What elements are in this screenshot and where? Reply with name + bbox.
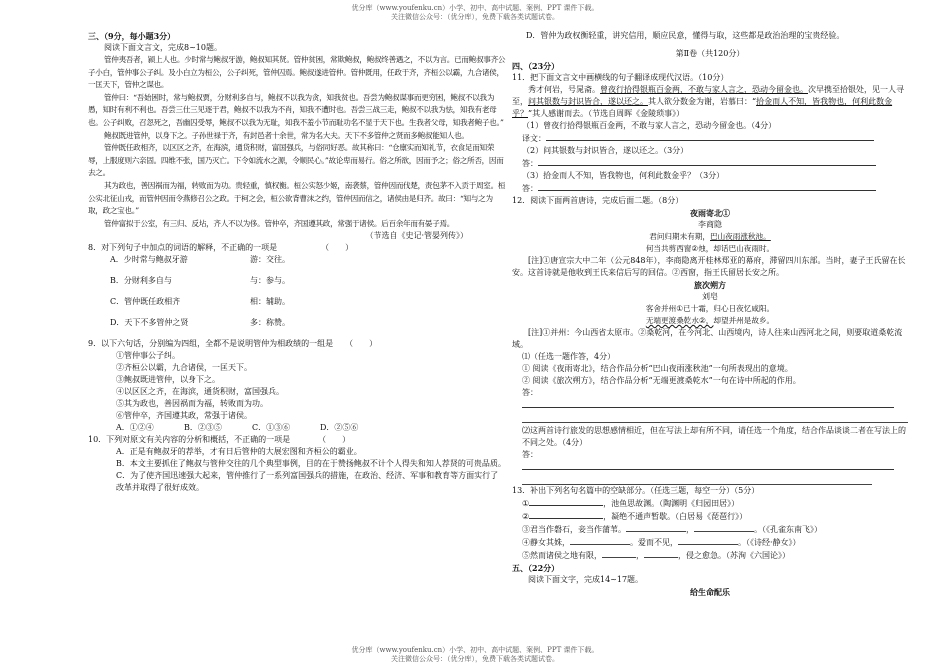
q8-option-b-text: B．分财利多自与 (110, 276, 172, 286)
q13-item-4-post: 。爱而不见， (630, 538, 678, 547)
q11-passage-g: ”其人感谢而去。（节选自周晖《金陵琐事》） (528, 109, 685, 118)
header-line-1: 优分库（www.youfenku.cn）小学、初中、高中试题、案例、PPT 课件下载。 (351, 4, 599, 12)
passage-paragraph-4: 管仲既任政相齐，以区区之齐，在海滨，通货积财，富国强兵，与俗同好恶。故其称曰：“仓廪实而知礼节，衣食足而知荣辱，上服度则六亲固。四维不张，国乃灭亡。下令如流水之源，令顺民心。”故论卑而易行。俗之所欲，因而予之；俗之所否，因而去之。 (88, 143, 504, 178)
question-13: 13．补出下列名句名篇中的空缺部分。（任选三题，每空一分）（5分） (512, 486, 760, 495)
q13-item-1-post: ，池鱼思故渊。（陶渊明《归园田居》） (603, 499, 740, 508)
q11-part-2: （2）问其银数与封识皆合，遂以还之。（3分） (522, 146, 689, 155)
q11-part-2-answer[interactable] (522, 157, 908, 170)
poem-2-author: 刘皂 (702, 292, 718, 301)
q11-part-2-answer-label: 答： (522, 159, 538, 168)
q12-part-1-option-1[interactable]: ① 阅读《夜雨寄北》，结合作品分析“巴山夜雨涨秋池”一句所表现出的意境。 (522, 364, 793, 373)
question-9: 9．以下六句话，分别编为四组，全都不是说明管仲为相政绩的一组是 （ ） (88, 339, 378, 349)
passage-paragraph-6: 管仲富拟于公室，有三归、反坫，齐人不以为侈。管仲卒，齐国遵其政，常强于诸侯。后百余年而有晏子焉。 (104, 218, 455, 228)
question-10: 10．下列对原文有关内容的分析和概括，不正确的一项是 （ ） (88, 435, 351, 445)
right-column (512, 30, 908, 598)
q11-part-3-answer-label: 答： (522, 184, 538, 193)
question-12: 12．阅读下面两首唐诗，完成后面二题。（8分） (512, 196, 684, 205)
q13-item-4-blank-1[interactable] (570, 536, 630, 545)
q8-option-d-text: D．天下不多管仲之贤 (110, 318, 189, 328)
poem-1-line-1a: 君问归期未有期， (649, 232, 710, 241)
passage-paragraph-3: 鲍叔既进管仲，以身下之。子孙世禄于齐，有封邑者十余世，常为名大夫。天下不多管仲之贤而多鲍叔能知人也。 (104, 130, 469, 140)
poem-1-line-1b: 巴山夜雨涨秋池。 (710, 232, 771, 241)
q13-item-4 (522, 536, 908, 549)
q13-item-1 (522, 497, 908, 510)
q11-part-3-answer-line[interactable] (538, 182, 876, 191)
q10-option-d[interactable]: D．管仲为政权衡轻重，讲究信用，顺应民意，懂得与取，这些都是政治治理的宝贵经验。 (526, 31, 845, 40)
q13-item-5-post2: ，侵之愈急。（苏洵《六国论》） (678, 551, 790, 560)
q12-part-1-answer-line[interactable] (522, 399, 894, 408)
footer-line-1: 优分库（www.youfenku.cn）小学、初中、高中试题、案例、PPT 课件下载。 (351, 646, 599, 654)
q13-item-5-pre: ⑤然而诸侯之地有限， (522, 551, 602, 560)
header-line-2: 关注微信公众号：（优分库），免费下载各类试题试卷。 (391, 13, 559, 21)
poem-1-note: [注]①唐宣宗大中二年（公元848年），李商隐离开桂林郑亚的幕府，滞留四川东部。当时，妻子王氏留在长安。这首诗就是他收到王氏来信后写的回信。②西窗，指王氏留居长安之所。 (512, 256, 906, 277)
q12-part-2-answer-label: 答： (522, 450, 538, 459)
q13-item-2-post: ，凝绝不通声暂歇。（白居易《琵琶行》） (603, 512, 748, 521)
q9-item-5: ⑤其为政也，善因祸而为福，转败而为功。 (116, 399, 268, 409)
section-3-title: 三、（9分，每小题3分） (88, 31, 176, 41)
q12-part-1: ⑴（任选一题作答，4分） (522, 352, 616, 361)
q11-part-1: （1）曾夜行拾得银瓶百金两，不敢与家人言之，恐动今留金也。（4分） (522, 121, 777, 130)
page-header (0, 4, 950, 22)
q11-passage (512, 84, 908, 120)
q13-item-5-blank-2[interactable] (644, 549, 678, 558)
passage-paragraph-2: 管仲曰：“吾始困时，常与鲍叔贾，分财利多自与，鲍叔不以我为贪，知我贫也。吾尝为鲍叔谋事而更穷困，鲍叔不以我为愚，知时有利不利也。吾尝三仕三见逐于君，鲍叔不以我为不肖，知我不遭时也。吾尝三战三走，鲍叔不以我为怯，知我有老母也。公子纠败，召忽死之，吾幽囚受辱，鲍叔不以我为无耻，知我不羞小节而耻功名不显于天下也。生我者父母，知我者鲍子也。” (88, 92, 504, 127)
q13-item-3-blank-2[interactable] (694, 523, 754, 532)
q13-item-3-post: ， (686, 525, 694, 534)
q13-item-4-blank-2[interactable] (678, 536, 738, 545)
poem-2-title: 旅次朔方 (694, 280, 726, 290)
left-column (88, 30, 506, 494)
footer-line-2: 关注微信公众号：（优分库），免费下载各类试题试卷。 (391, 655, 559, 663)
q13-item-2 (522, 510, 908, 523)
q13-item-5-post: ， (636, 551, 644, 560)
question-11: 11．把下面文言文中画横线的句子翻译成现代汉语。（10分） (512, 73, 729, 82)
q11-part-1-answer-label: 译文： (522, 134, 546, 143)
q9-choice-c[interactable]: C．①③⑥ (252, 423, 291, 433)
q13-item-5 (522, 549, 908, 562)
q9-choice-d[interactable]: D．②⑤⑥ (320, 423, 359, 433)
passage-paragraph-1: 管仲夷吾者，颍上人也。少时常与鲍叔牙游，鲍叔知其贤。管仲贫困，常欺鲍叔，鲍叔终善遇之，不以为言。已而鲍叔事齐公子小白，管仲事公子纠。及小白立为桓公，公子纠死，管仲囚焉。鲍叔遂进管仲。管仲既用，任政于齐，齐桓公以霸，九合诸侯，一匡天下，管仲之谋也。 (88, 55, 506, 90)
q9-item-3: ③鲍叔既进管仲，以身下之。 (116, 375, 220, 385)
q9-item-6: ⑥管仲卒，齐国遵其政，常强于诸侯。 (116, 411, 252, 421)
q11-part-3-answer[interactable] (522, 182, 908, 195)
q8-option-b-gloss: 与：参与。 (250, 276, 290, 286)
q11-part-2-answer-line[interactable] (538, 157, 876, 166)
section-5-title: 五、（22分） (512, 563, 560, 573)
q12-part-2-answer[interactable] (522, 449, 908, 474)
poem-1-line-2: 何当共剪西窗②烛，却话巴山夜雨时。 (645, 244, 775, 253)
q13-item-3-pre: ③君当作磐石，妾当作蒲苇。 (522, 525, 626, 534)
q12-part-2-answer-line[interactable] (522, 461, 894, 470)
q13-item-1-pre: ① (522, 499, 530, 508)
q11-passage-a: 秀才何岩，号晁斋。 (528, 85, 600, 94)
q8-option-c-gloss: 相：辅助。 (250, 297, 290, 307)
poem-2-line-2b: 却望并州是故乡。 (713, 316, 775, 325)
poem-2-note: [注]①并州：今山西省太原市。②桑乾河，在今河北、山西境内，诗人往来山西河北之间，则要取道桑乾流域。 (512, 328, 903, 349)
q12-part-1-answer-line-2[interactable] (522, 412, 908, 423)
q8-option-d-gloss: 多：称赞。 (250, 318, 290, 328)
q11-part-1-answer[interactable] (522, 132, 908, 145)
q10-option-b[interactable]: B．本文主要抓住了鲍叔与管仲交往的几个典型事例，目的在于赞扬鲍叔不计个人得失和知人荐贤的可贵品质。 (116, 459, 506, 469)
q12-part-1-option-2[interactable]: ② 阅读《旅次朔方》，结合作品分析“无端更渡桑乾水”一句在诗中所起的作用。 (522, 376, 801, 385)
q9-item-2: ②齐桓公以霸，九合诸侯，一匡天下。 (116, 363, 252, 373)
section-3-intro: 阅读下面文言文，完成8~10题。 (104, 43, 222, 52)
q13-item-3-blank-1[interactable] (626, 523, 686, 532)
q13-item-1-blank[interactable] (529, 497, 603, 506)
q13-item-3 (522, 523, 908, 536)
q11-passage-b: 曾夜行拾得银瓶百金两，不敢与家人言之，恐动今留金也。 (600, 85, 808, 94)
q12-part-1-answer-label: 答： (522, 388, 538, 397)
q8-option-c[interactable] (110, 296, 506, 317)
q13-item-4-post2: 。（《诗经·静女》） (738, 538, 801, 547)
section-5-intro: 阅读下面文字，完成14~17题。 (528, 575, 644, 584)
poem-1-title: 夜雨寄北① (690, 208, 730, 218)
q11-passage-d: 问其银数与封识皆合，遂以还之。 (528, 97, 648, 106)
part-2-title: 第Ⅱ卷（共120分） (675, 49, 745, 58)
q8-option-d[interactable] (110, 317, 506, 338)
q13-item-4-pre: ④静女其姝， (522, 538, 570, 547)
q9-choice-b[interactable]: B．②③⑤ (184, 423, 222, 433)
q12-part-2: ⑵这两首诗行旅发的思想感情相近，但在写法上却有所不同，请任选一个角度，结合作品谈谈二者在写法上的不同之处。（4分） (522, 426, 906, 447)
poem-2-line-2 (512, 315, 908, 327)
q11-part-3: （3）拾金而人不知，皆我物也，何利此数金乎？（3分） (522, 171, 725, 180)
q12-part-2-answer-line-2[interactable] (522, 474, 872, 485)
q9-choice-a[interactable]: A．①②④ (116, 423, 154, 433)
q13-item-3-post2: 。（《孔雀东南飞》） (754, 525, 822, 534)
q11-passage-e: 其人欲分数金为谢，岩慕曰：“ (648, 97, 757, 106)
poem-2-line-2a: 无端更渡桑乾水②， (645, 316, 714, 325)
poem-2-line-1: 客舍并州①已十霜，归心日夜忆咸阳。 (645, 304, 775, 313)
q11-part-1-answer-line[interactable] (546, 132, 874, 141)
poem-1-author: 李商隐 (698, 220, 722, 229)
q10-option-c[interactable]: C．为了使齐国迅速强大起来，管仲推行了一系列富国强兵的措施，在政治、经济、军事和教育等方面实行了改革并取得了很好成效。 (116, 471, 499, 493)
page-footer (0, 646, 950, 664)
q11-passage-c: 次早携至拾银处，见一人寻至， (512, 85, 904, 106)
q8-option-c-text: C．管仲既任政相齐 (110, 297, 181, 307)
q8-option-a[interactable] (110, 254, 506, 275)
passage-paragraph-5: 其为政也，善因祸而为福，转败而为功。贵轻重，慎权衡。桓公实怒少姬，南袭蔡，管仲因而伐楚，责包茅不入贡于周室。桓公实北征山戎，而管仲因而令燕修召公之政。于柯之会，桓公欲背曹沫之约，管仲因而信之，诸侯由是归齐。故曰：“知与之为取，政之宝也。” (88, 180, 506, 216)
q8-option-a-gloss: 游：交往。 (250, 255, 290, 265)
q9-item-1: ①管仲事公子纠。 (116, 351, 180, 361)
passage-source: （节选自《史记·管晏列传》） (365, 231, 468, 241)
q8-option-b[interactable] (110, 275, 506, 296)
section-4-title: 四、（23分） (512, 61, 560, 71)
q13-item-2-blank[interactable] (529, 510, 603, 519)
section-5-subtitle: 给生命配乐 (690, 587, 730, 597)
poem-1-line-1 (512, 231, 908, 243)
q10-option-a[interactable]: A．正是有鲍叔牙的荐举，才有日后管仲的大展宏图和齐桓公的霸业。 (116, 447, 362, 457)
q13-item-5-blank-1[interactable] (602, 549, 636, 558)
q11-passage-f: 拾金而人不知，皆我物也，何利此数金乎？ (512, 97, 893, 118)
q13-item-2-pre: ② (522, 512, 530, 521)
q12-part-1-answer[interactable] (522, 387, 908, 412)
q9-choices (116, 422, 506, 434)
question-8: 8．对下列句子中加点的词语的解释，不正确的一项是 （ ） (88, 243, 354, 253)
q8-option-a-text: A．少时常与鲍叔牙游 (110, 255, 188, 265)
q9-item-4: ④以区区之齐，在海滨，通货积财，富国强兵。 (116, 387, 284, 397)
